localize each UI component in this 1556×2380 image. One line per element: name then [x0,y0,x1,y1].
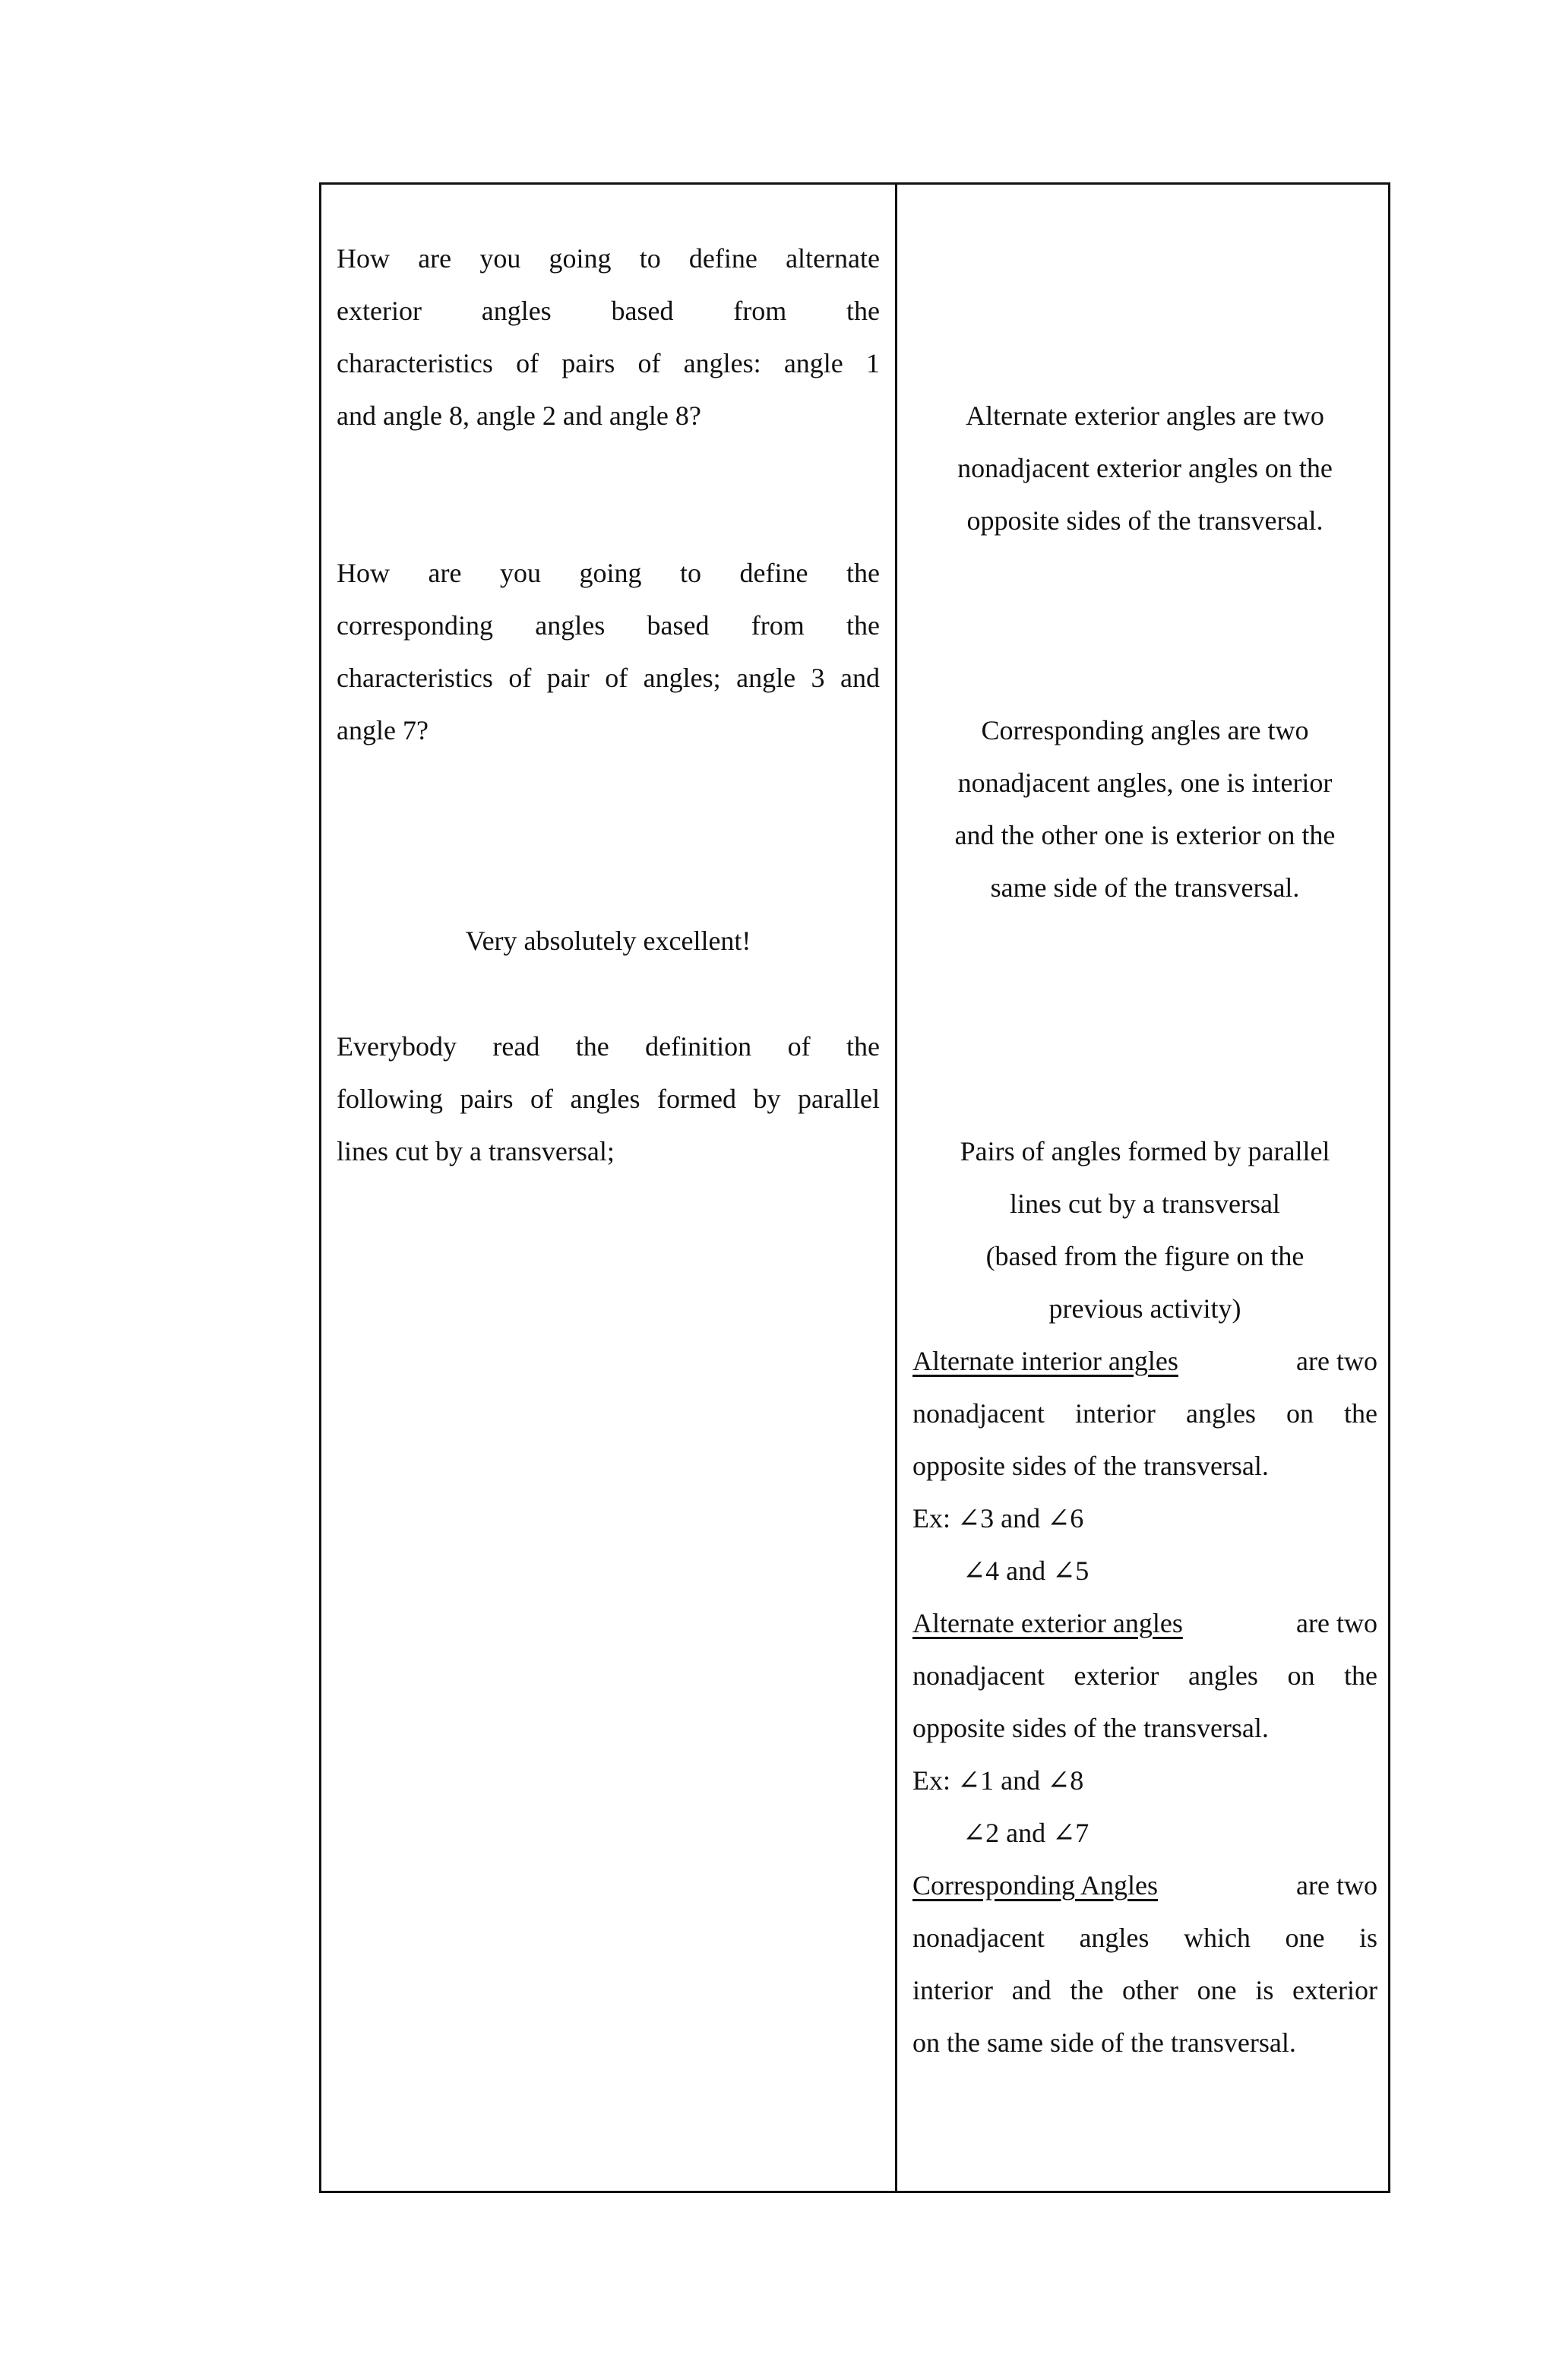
pairs-heading-line-1: Pairs of angles formed by parallel [960,1136,1330,1166]
answer-2-line-3: and the other one is exterior on the [954,820,1336,850]
question-2-line-4: angle 7? [337,715,429,745]
def-alt-interior-line1-rest: are two [1296,1346,1377,1376]
instruction-line-3: lines cut by a transversal; [337,1136,615,1166]
question-2-line-1: How are you going to define the [337,558,880,588]
def-corresponding-line1-rest: are two [1296,1870,1377,1901]
question-1-line-1: How are you going to define alternate [337,243,880,274]
question-2-line-2: corresponding angles based from the [337,610,880,641]
def-alt-exterior-example-2: ∠2 and ∠7 [963,1818,1090,1848]
answer-1-line-3: opposite sides of the transversal. [966,505,1324,536]
def-alt-exterior-example-1: Ex: ∠1 and ∠8 [912,1765,1084,1796]
question-1-line-2: exterior angles based from the [337,296,880,326]
def-alt-exterior-line-2: nonadjacent exterior angles on the [912,1660,1377,1691]
instruction-line-2: following pairs of angles formed by parallel [337,1084,880,1114]
question-1-line-3: characteristics of pairs of angles: angle 1 [337,348,880,378]
pairs-heading-line-4: previous activity) [1048,1293,1241,1324]
answer-1-line-1: Alternate exterior angles are two [966,400,1324,431]
praise-text: Very absolutely excellent! [465,926,751,956]
def-alt-interior-line-3: opposite sides of the transversal. [912,1451,1269,1481]
def-alt-interior-example-1: Ex: ∠3 and ∠6 [912,1503,1084,1533]
lesson-table [319,182,1390,2193]
question-2-line-3: characteristics of pair of angles; angle 3 and [337,663,880,693]
def-alt-interior-term: Alternate interior angles [912,1346,1178,1376]
pairs-heading-line-3: (based from the figure on the [985,1241,1305,1271]
pairs-heading-line-2: lines cut by a transversal [1010,1188,1280,1219]
answer-2-line-1: Corresponding angles are two [981,715,1309,745]
instruction-line-1: Everybody read the definition of the [337,1031,880,1062]
def-alt-interior-line-1 [912,1334,1377,1388]
def-alt-interior-line-2: nonadjacent interior angles on the [912,1398,1377,1429]
def-corresponding-line-3: interior and the other one is exterior [912,1975,1377,2005]
answer-2-line-2: nonadjacent angles, one is interior [957,767,1333,798]
def-alt-exterior-term: Alternate exterior angles [912,1608,1183,1638]
question-1-line-4: and angle 8, angle 2 and angle 8? [337,400,701,431]
def-corresponding-line-1 [912,1859,1377,1912]
answer-2-line-4: same side of the transversal. [990,872,1300,903]
def-alt-exterior-line1-rest: are two [1296,1608,1377,1638]
def-corresponding-line-4: on the same side of the transversal. [912,2027,1296,2058]
def-corresponding-line-2: nonadjacent angles which one is [912,1923,1377,1953]
def-alt-exterior-line-3: opposite sides of the transversal. [912,1713,1269,1743]
def-corresponding-term: Corresponding Angles [912,1870,1158,1901]
def-alt-interior-example-2: ∠4 and ∠5 [963,1556,1090,1586]
def-alt-exterior-line-1 [912,1597,1377,1650]
column-divider [895,185,897,2191]
answer-1-line-2: nonadjacent exterior angles on the [957,453,1333,483]
